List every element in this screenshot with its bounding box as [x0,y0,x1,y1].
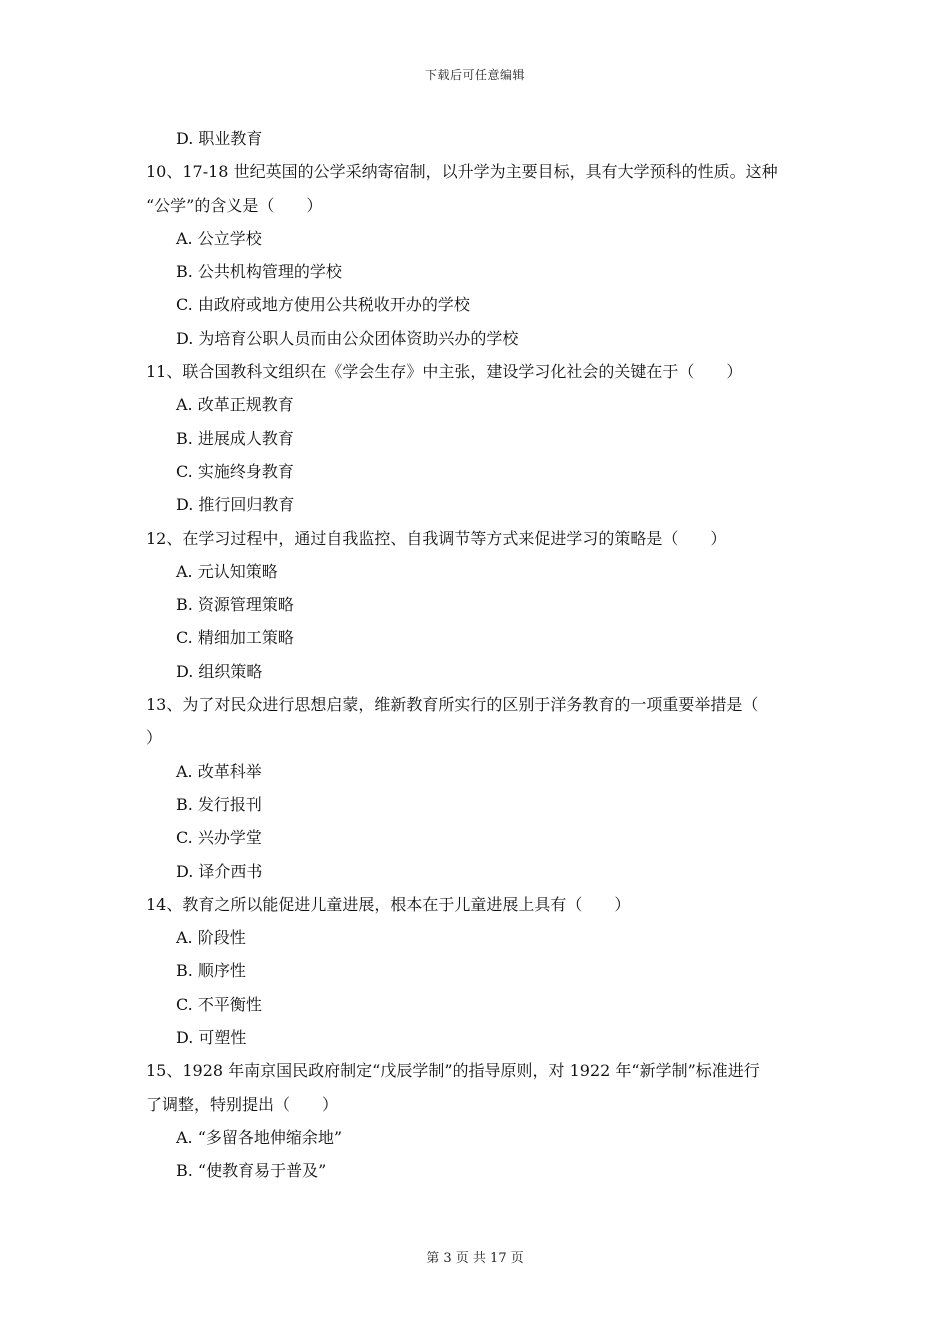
option-b-q15: B. “使教育易于普及” [176,1161,327,1181]
question-15: 15、1928 年南京国民政府制定“戊辰学制”的指导原则，对 1922 年“新学制”标准进行 [146,1061,760,1081]
question-13: 13、为了对民众进行思想启蒙，维新教育所实行的区别于洋务教育的一项重要举措是（ [146,695,759,715]
option-c-q10: C. 由政府或地方使用公共税收开办的学校 [176,295,470,315]
question-10: 10、17-18 世纪英国的公学采纳寄宿制，以升学为主要目标，具有大学预科的性质。这种 [146,162,778,182]
question-list [146,122,810,1188]
question-14: 14、教育之所以能促进儿童进展，根本在于儿童进展上具有（ ） [146,894,631,914]
option-d-q11: D. 推行回归教育 [176,495,295,515]
option-c-q13: C. 兴办学堂 [176,828,262,848]
option-a-q13: A. 改革科举 [176,761,262,781]
option-a-q11: A. 改革正规教育 [176,395,294,415]
option-a-q14: A. 阶段性 [176,928,246,948]
option-c-q14: C. 不平衡性 [176,994,262,1014]
option-a-q12: A. 元认知策略 [176,561,278,581]
question-13-cont: ） [146,728,163,748]
question-12: 12、在学习过程中，通过自我监控、自我调节等方式来促进学习的策略是（ ） [146,528,727,548]
option-d-q10: D. 为培育公职人员而由公众团体资助兴办的学校 [176,328,519,348]
question-10-cont: “公学”的含义是（ ） [146,195,323,215]
option-b-q14: B. 顺序性 [176,961,246,981]
option-d-q12: D. 组织策略 [176,661,263,681]
page-footer: 第 3 页 共 17 页 [426,1251,524,1266]
option-c-q11: C. 实施终身教育 [176,461,294,481]
question-15-cont: 了调整，特别提出（ ） [146,1094,339,1114]
option-b-q13: B. 发行报刊 [176,794,262,814]
option-d-q9: D. 职业教育 [176,129,263,148]
option-a-q15: A. “多留各地伸缩余地” [176,1127,343,1147]
option-d-q13: D. 译介西书 [176,861,263,881]
option-a-q10: A. 公立学校 [176,228,262,248]
option-b-q11: B. 进展成人教育 [176,428,294,448]
option-b-q12: B. 资源管理策略 [176,595,294,615]
option-d-q14: D. 可塑性 [176,1028,247,1048]
page-header: 下载后可任意编辑 [424,68,525,82]
question-11: 11、联合国教科文组织在《学会生存》中主张，建设学习化社会的关键在于（ ） [146,362,743,382]
option-b-q10: B. 公共机构管理的学校 [176,262,342,282]
option-c-q12: C. 精细加工策略 [176,628,294,648]
